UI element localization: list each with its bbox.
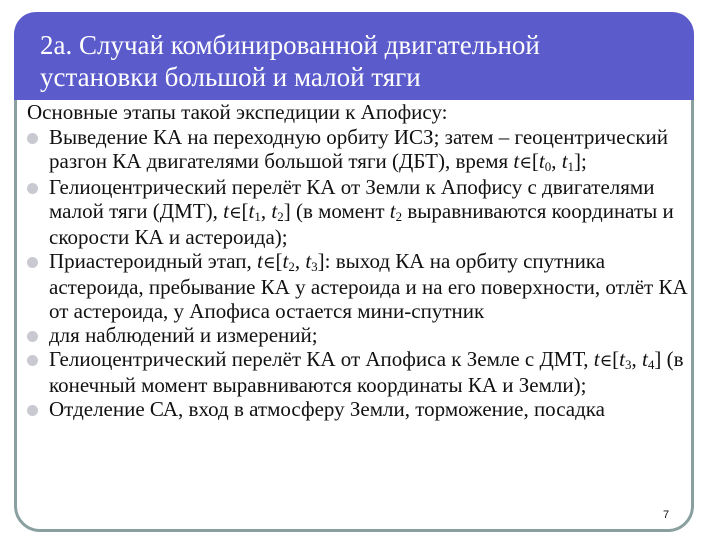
list-item xyxy=(27,347,697,397)
list-item xyxy=(27,125,697,175)
list-item-text: Приастероидный этап, $t\in[t_2$, $t_3$]: выход КА на орбиту спутника астероида, пребывание КА у астероида и на его поверхности, отлёт КА от астероида, у Апофиса остается мини-спутник xyxy=(49,249,688,323)
bullet-dot-icon xyxy=(27,133,38,144)
stage-list xyxy=(27,125,697,421)
page-number: 7 xyxy=(663,509,670,521)
title-underline xyxy=(26,92,638,95)
bullet-dot-icon xyxy=(27,257,38,268)
list-item-text: Отделение СА, вход в атмосферу Земли, торможение, посадка xyxy=(49,397,605,421)
list-item xyxy=(27,175,697,249)
list-item-text: Гелиоцентрический перелёт КА от Апофиса к Земле с ДМТ, $t\in[t_3$, $t_4$] (в конечный момент выравниваются координаты КА и Земли); xyxy=(49,347,684,397)
title-line-2: установки большой и малой тяги xyxy=(40,62,421,92)
list-item-text: Выведение КА на переходную орбиту ИСЗ; затем – геоцентрический разгон КА двигателями большой тяги (ДБТ), время $t\in[t_0$, $t_1$]; xyxy=(49,125,669,174)
list-item xyxy=(27,249,697,323)
title-banner xyxy=(14,12,694,100)
bullet-dot-icon xyxy=(27,183,38,194)
list-item xyxy=(27,323,697,347)
bullet-dot-icon xyxy=(27,355,38,366)
slide-title xyxy=(40,29,680,93)
bullet-dot-icon xyxy=(27,331,38,342)
list-item xyxy=(27,397,697,421)
intro-text: Основные этапы такой экспедиции к Апофису: xyxy=(27,100,448,124)
list-item-text: Гелиоцентрический перелёт КА от Земли к Апофису с двигателями малой тяги (ДМТ), $t\in[t_1$, $t_2$] (в момент $t_2$ выравниваются координаты и скорости КА и астероида); xyxy=(49,175,674,249)
title-line-1: 2а. Случай комбинированной двигательной xyxy=(40,30,540,60)
list-item-text: для наблюдений и измерений; xyxy=(49,323,318,347)
bullet-dot-icon xyxy=(27,405,38,416)
